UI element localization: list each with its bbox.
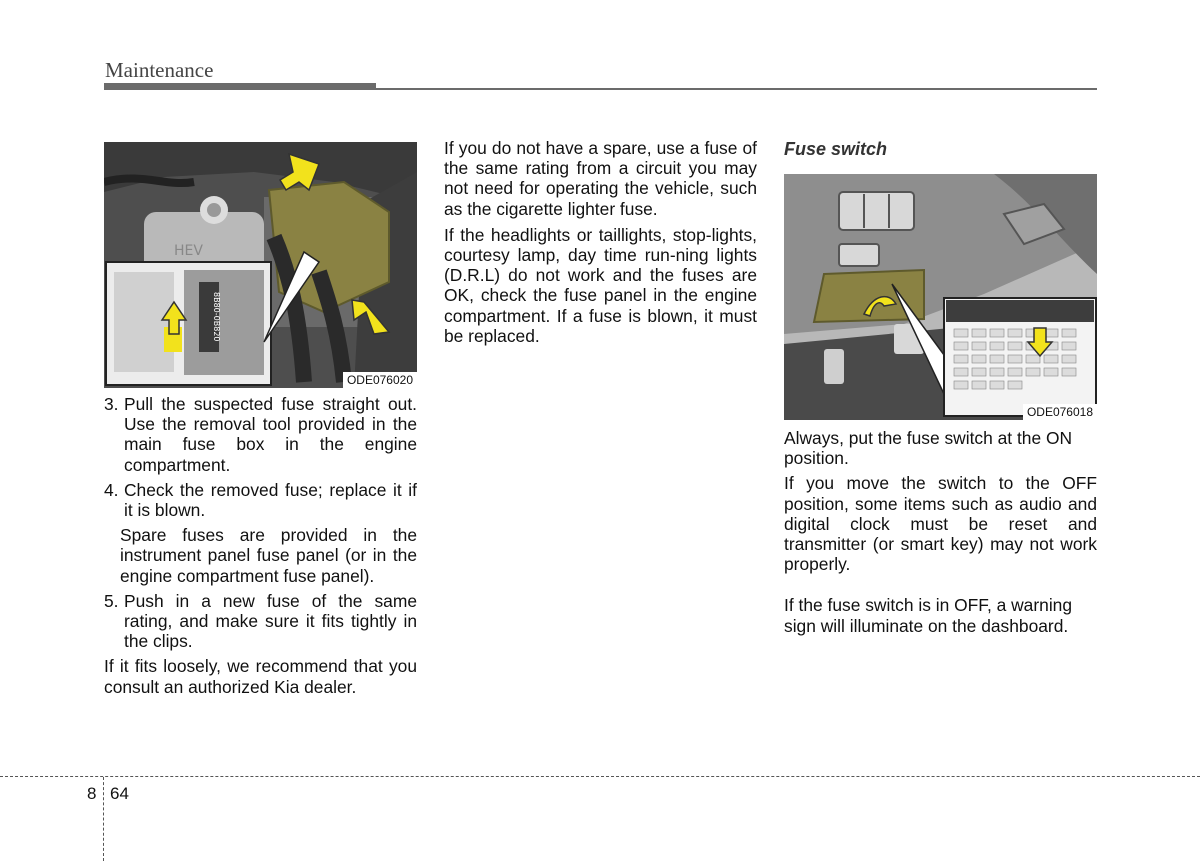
- paragraph: If you do not have a spare, use a fuse of the same rating from a circuit you may not need for operating the vehicle, such as the cigarette lighter fuse.: [444, 138, 757, 219]
- section-title: Fuse switch: [784, 139, 888, 159]
- header-title: Maintenance: [105, 58, 214, 82]
- step-text: Pull the suspected fuse straight out. Use the removal tool provided in the main fuse box in the engine compartment.: [124, 394, 417, 475]
- step-text: Check the removed fuse; replace it if it is blown.: [124, 479, 417, 521]
- hev-label: HEV: [174, 243, 203, 259]
- engine-fuse-box-figure: [104, 142, 417, 388]
- footer-divider: [0, 776, 1200, 777]
- step-5: [104, 591, 417, 652]
- paragraph: If the headlights or taillights, stop-lights, courtesy lamp, day time run-ning lights (D.R.L) do not work and the fuses are OK, check the fuse panel in the engine compartment. If a fuse is blown, it must be replaced.: [444, 224, 757, 346]
- paragraph: If the fuse switch is in OFF, a warning sign will illuminate on the dashboard.: [784, 595, 1073, 636]
- figure-code: ODE076020: [343, 372, 417, 388]
- footer-vertical-divider: [103, 777, 104, 861]
- dashboard-illustration: [784, 174, 1097, 420]
- chapter-number: 8: [87, 784, 97, 803]
- closing-paragraph: If it fits loosely, we recommend that you consult an authorized Kia dealer.: [104, 656, 417, 697]
- svg-text:8B80-0B820: 8B80-0B820: [212, 292, 221, 342]
- step-4: [104, 480, 417, 520]
- step-number: 3.: [104, 394, 119, 414]
- step-3: [104, 394, 417, 475]
- paragraph: If you move the switch to the OFF position, some items such as audio and digital clock must be reset and transmitter (or smart key) may not work properly.: [784, 473, 1097, 575]
- spare-fuse-note: Spare fuses are provided in the instrument panel fuse panel (or in the engine compartment fuse panel).: [120, 525, 417, 586]
- step-number: 4.: [104, 479, 119, 500]
- engine-bay-illustration: [104, 142, 417, 388]
- right-column: [784, 428, 1097, 636]
- middle-column: [444, 138, 757, 346]
- step-text: Push in a new fuse of the same rating, and make sure it fits tightly in the clips.: [124, 590, 417, 652]
- page-number: 64: [110, 784, 129, 803]
- left-column: [104, 394, 417, 697]
- fuse-switch-figure: [784, 174, 1097, 420]
- header-rule-thin: [376, 88, 1097, 90]
- paragraph: Always, put the fuse switch at the ON position.: [784, 428, 1073, 469]
- header-rule-thick: [104, 83, 376, 90]
- figure-code: ODE076018: [1023, 404, 1097, 420]
- step-number: 5.: [104, 590, 119, 611]
